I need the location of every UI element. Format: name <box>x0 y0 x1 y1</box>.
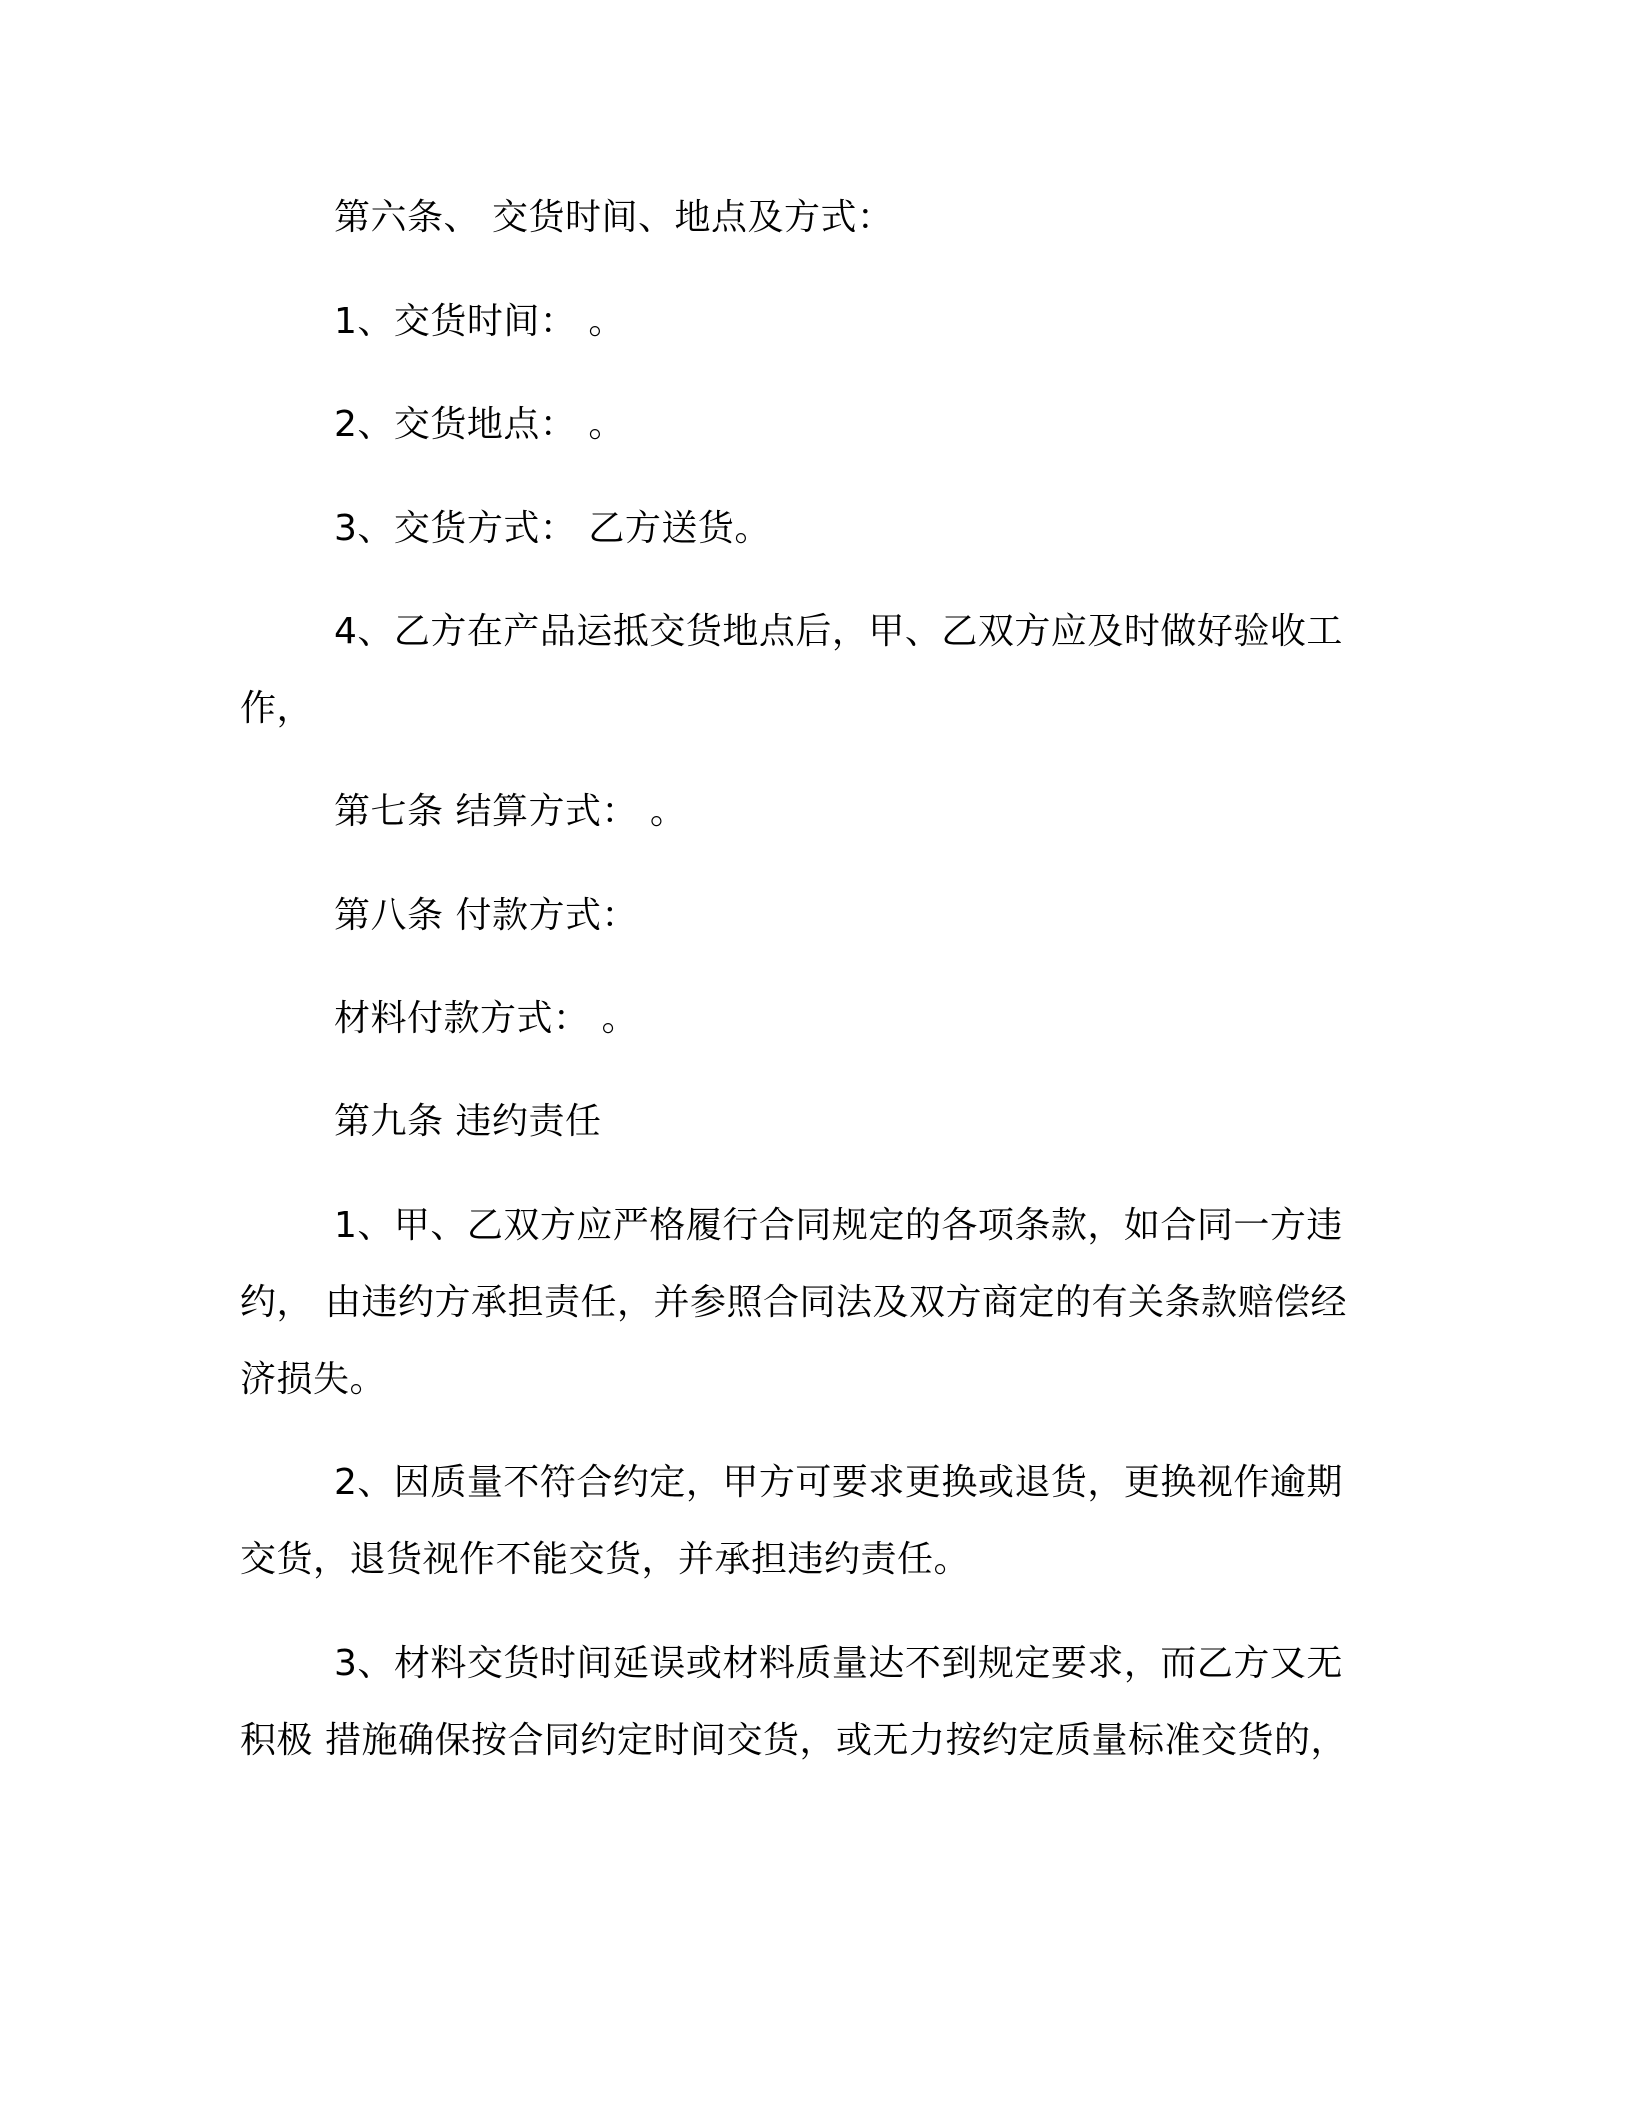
liability-2-line-1: 2、因质量不符合约定，甲方可要求更换或退货，更换视作逾期 <box>334 1462 1343 1503</box>
article-8-heading: 第八条 付款方式： <box>334 895 638 936</box>
delivery-time-line: 1、交货时间： 。 <box>334 301 625 342</box>
article-7-heading: 第七条 结算方式： 。 <box>334 791 687 832</box>
material-payment-line: 材料付款方式： 。 <box>334 998 638 1039</box>
article-6-heading: 第六条、 交货时间、地点及方式： <box>334 197 894 238</box>
liability-1-line-3: 济损失。 <box>240 1359 387 1400</box>
delivery-method-line: 3、交货方式： 乙方送货。 <box>334 508 771 549</box>
liability-3-line-2: 积极 措施确保按合同约定时间交货，或无力按约定质量标准交货的， <box>240 1720 1347 1761</box>
inspection-line-1: 4、乙方在产品运抵交货地点后，甲、乙双方应及时做好验收工 <box>334 611 1343 652</box>
liability-1-line-1: 1、甲、乙双方应严格履行合同规定的各项条款，如合同一方违 <box>334 1205 1343 1246</box>
article-9-heading: 第九条 违约责任 <box>334 1101 602 1142</box>
inspection-line-2: 作， <box>240 688 314 729</box>
liability-3-line-1: 3、材料交货时间延误或材料质量达不到规定要求，而乙方又无 <box>334 1643 1343 1684</box>
liability-1-line-2: 约， 由违约方承担责任，并参照合同法及双方商定的有关条款赔偿经 <box>240 1282 1347 1323</box>
delivery-place-line: 2、交货地点： 。 <box>334 404 625 445</box>
liability-2-line-2: 交货，退货视作不能交货，并承担违约责任。 <box>240 1539 971 1580</box>
